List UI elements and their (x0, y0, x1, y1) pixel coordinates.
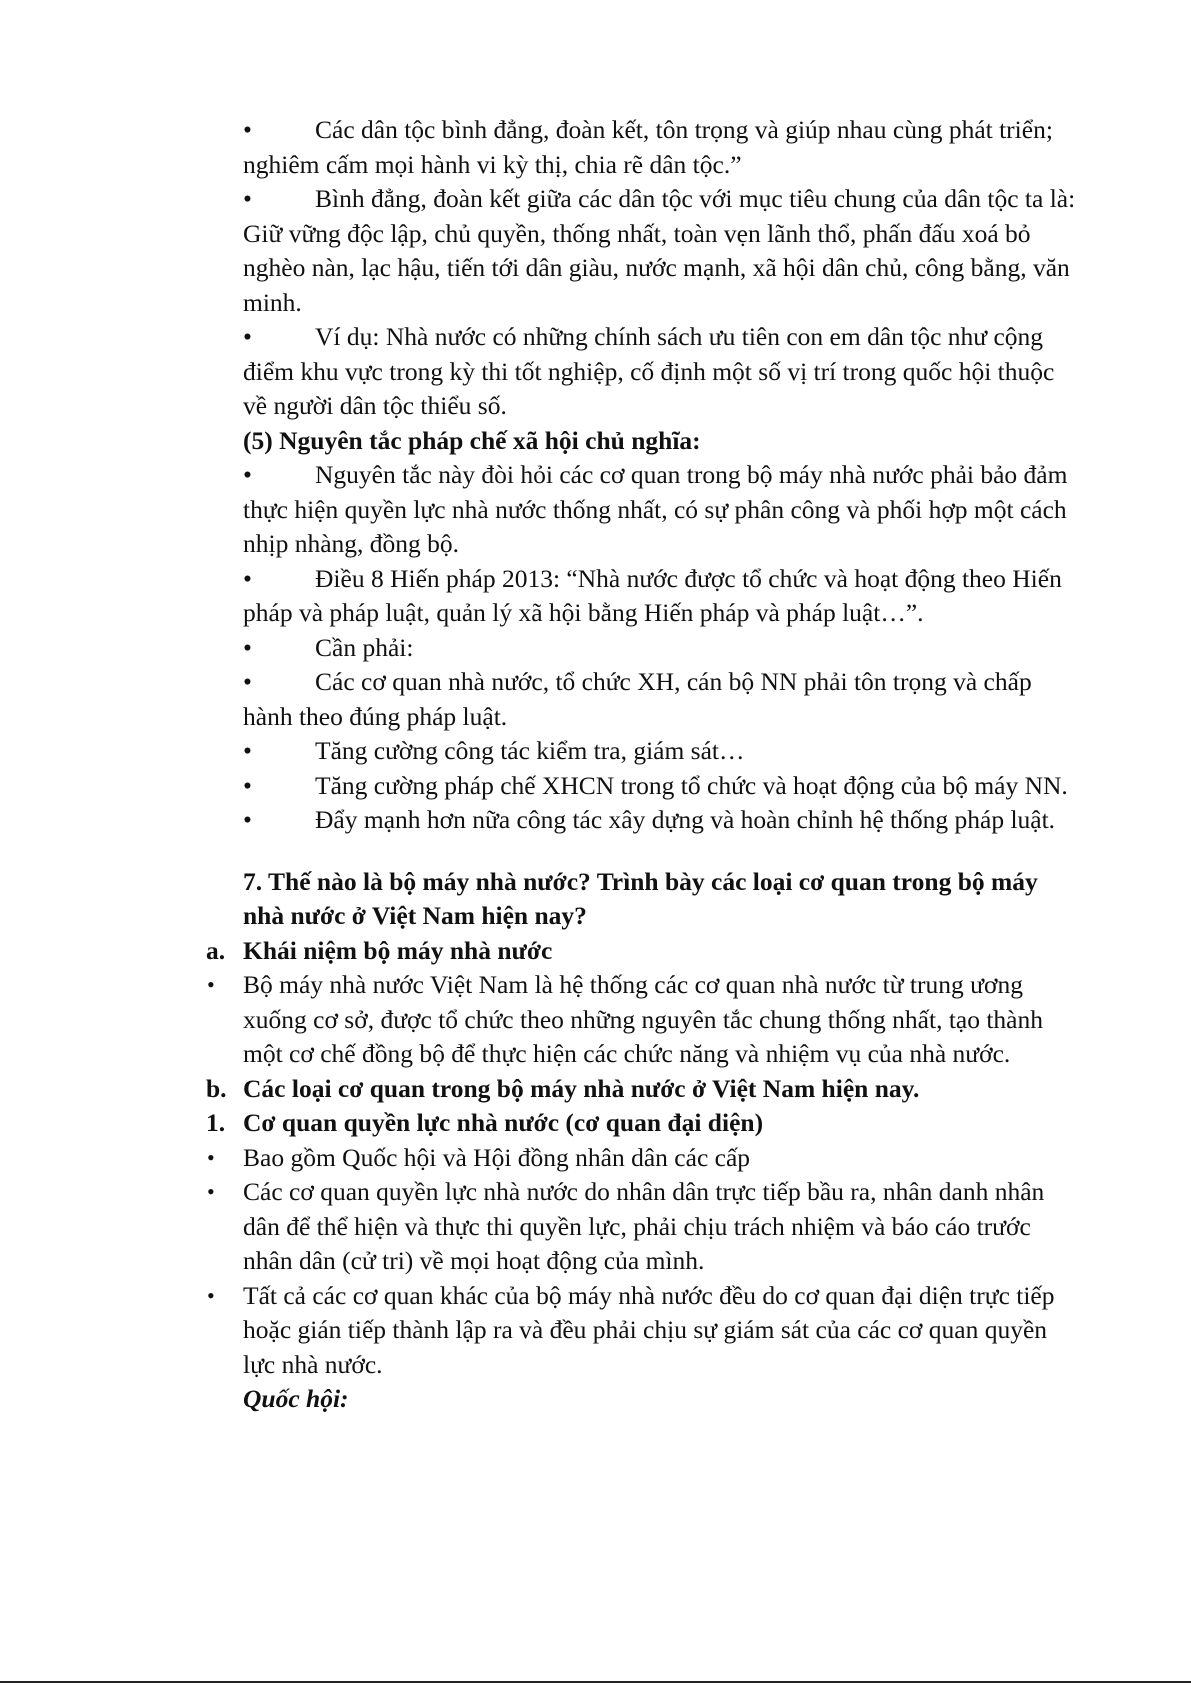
bullet-paragraph (243, 562, 1083, 631)
paragraph-text: Tăng cường công tác kiểm tra, giám sát… (315, 736, 745, 765)
item-heading-1 (206, 1106, 1083, 1141)
subheading-quoc-hoi: Quốc hội: (243, 1384, 349, 1413)
section-heading-text: Khái niệm bộ máy nhà nước (243, 935, 553, 965)
paragraph-text: Bao gồm Quốc hội và Hội đồng nhân dân các cấp (243, 1142, 751, 1172)
bullet-icon: • (207, 1282, 215, 1308)
bullet-paragraph (207, 1141, 1083, 1176)
paragraph-text: Các cơ quan nhà nước, tổ chức XH, cán bộ NN phải tôn trọng và chấp hành theo đúng pháp luật. (243, 667, 1032, 731)
bullet-paragraph (243, 769, 1083, 804)
paragraph-text: Các cơ quan quyền lực nhà nước do nhân dân trực tiếp bầu ra, nhân danh nhân dân để thể hiện và thực thi quyền lực, phải chịu trách nhiệm và báo cáo trước nhân dân (cử tri) về mọi hoạt động của mình. (243, 1177, 1045, 1275)
bullet-paragraph (243, 803, 1083, 838)
section-heading-a (206, 934, 1083, 969)
bullet-paragraph (243, 665, 1083, 734)
paragraph-text: Các dân tộc bình đẳng, đoàn kết, tôn trọng và giúp nhau cùng phát triển; nghiêm cấm mọi hành vi kỳ thị, chia rẽ dân tộc.” (243, 115, 1053, 179)
bullet-icon: • (243, 770, 252, 800)
bullet-icon: • (243, 667, 252, 696)
bullet-paragraph (207, 968, 1083, 1072)
principle-heading: (5) Nguyên tắc pháp chế xã hội chủ nghĩa: (243, 425, 701, 455)
bullet-icon: • (243, 184, 252, 213)
paragraph-text: Tăng cường pháp chế XHCN trong tổ chức và hoạt động của bộ máy NN. (315, 770, 1068, 800)
paragraph-text: Tất cả các cơ quan khác của bộ máy nhà nước đều do cơ quan đại diện trực tiếp hoặc gián tiếp thành lập ra và đều phải chịu sự giám sát của các cơ quan quyền lực nhà nước. (243, 1280, 1055, 1379)
bullet-paragraph (243, 182, 1083, 320)
page-bottom-edge (0, 1681, 1191, 1683)
bullet-icon: • (243, 736, 252, 765)
bullet-icon: • (207, 972, 215, 997)
bullet-icon: • (207, 1179, 215, 1204)
bullet-paragraph (243, 734, 1083, 769)
document-body (206, 113, 1083, 1417)
bullet-paragraph (243, 320, 1083, 424)
section-heading-b (206, 1072, 1083, 1107)
bullet-paragraph (243, 458, 1083, 562)
bullet-icon: • (243, 632, 252, 662)
section-marker: b. (206, 1073, 227, 1103)
paragraph-text: Bình đẳng, đoàn kết giữa các dân tộc với mục tiêu chung của dân tộc ta là: Giữ vững độc lập, chủ quyền, thống nhất, toàn vẹn lãnh thổ, phấn đấu xoá bỏ nghèo nàn, lạc hậu, tiến tới dân giàu, nước mạnh, xã hội dân chủ, công bằng, văn minh. (243, 184, 1076, 317)
section-marker: a. (206, 935, 226, 965)
bullet-paragraph (243, 631, 1083, 666)
bullet-paragraph (243, 113, 1083, 182)
bullet-icon: • (243, 460, 252, 489)
paragraph-text: Ví dụ: Nhà nước có những chính sách ưu tiên con em dân tộc như cộng điểm khu vực trong kỳ thi tốt nghiệp, cố định một số vị trí trong quốc hội thuộc về người dân tộc thiểu số. (243, 322, 1055, 420)
paragraph-text: Bộ máy nhà nước Việt Nam là hệ thống các cơ quan nhà nước từ trung ương xuống cơ sở, được tổ chức theo những nguyên tắc chung thống nhất, tạo thành một cơ chế đồng bộ để thực hiện các chức năng và nhiệm vụ của nhà nước. (243, 970, 1044, 1068)
paragraph-text: Đẩy mạnh hơn nữa công tác xây dựng và hoàn chỉnh hệ thống pháp luật. (315, 805, 1056, 834)
bullet-paragraph (207, 1175, 1083, 1279)
bullet-icon: • (243, 322, 252, 351)
bullet-icon: • (207, 1144, 215, 1170)
bullet-icon: • (243, 805, 252, 834)
item-heading-text: Cơ quan quyền lực nhà nước (cơ quan đại diện) (243, 1108, 764, 1137)
section-heading-text: Các loại cơ quan trong bộ máy nhà nước ở Việt Nam hiện nay. (243, 1073, 920, 1103)
item-marker: 1. (206, 1108, 226, 1137)
paragraph-text: Nguyên tắc này đòi hỏi các cơ quan trong bộ máy nhà nước phải bảo đảm thực hiện quyền lực nhà nước thống nhất, có sự phân công và phối hợp một cách nhịp nhàng, đồng bộ. (243, 460, 1068, 558)
bullet-paragraph (207, 1279, 1083, 1383)
paragraph-text: Cần phải: (315, 632, 414, 662)
paragraph-text: Điều 8 Hiến pháp 2013: “Nhà nước được tổ chức và hoạt động theo Hiến pháp và pháp luật, quản lý xã hội bằng Hiến pháp và pháp luật…”. (243, 563, 1062, 627)
bullet-icon: • (243, 115, 252, 144)
question-title: 7. Thế nào là bộ máy nhà nước? Trình bày các loại cơ quan trong bộ máy nhà nước ở Việt Nam hiện nay? (243, 866, 1038, 930)
bullet-icon: • (243, 563, 252, 593)
